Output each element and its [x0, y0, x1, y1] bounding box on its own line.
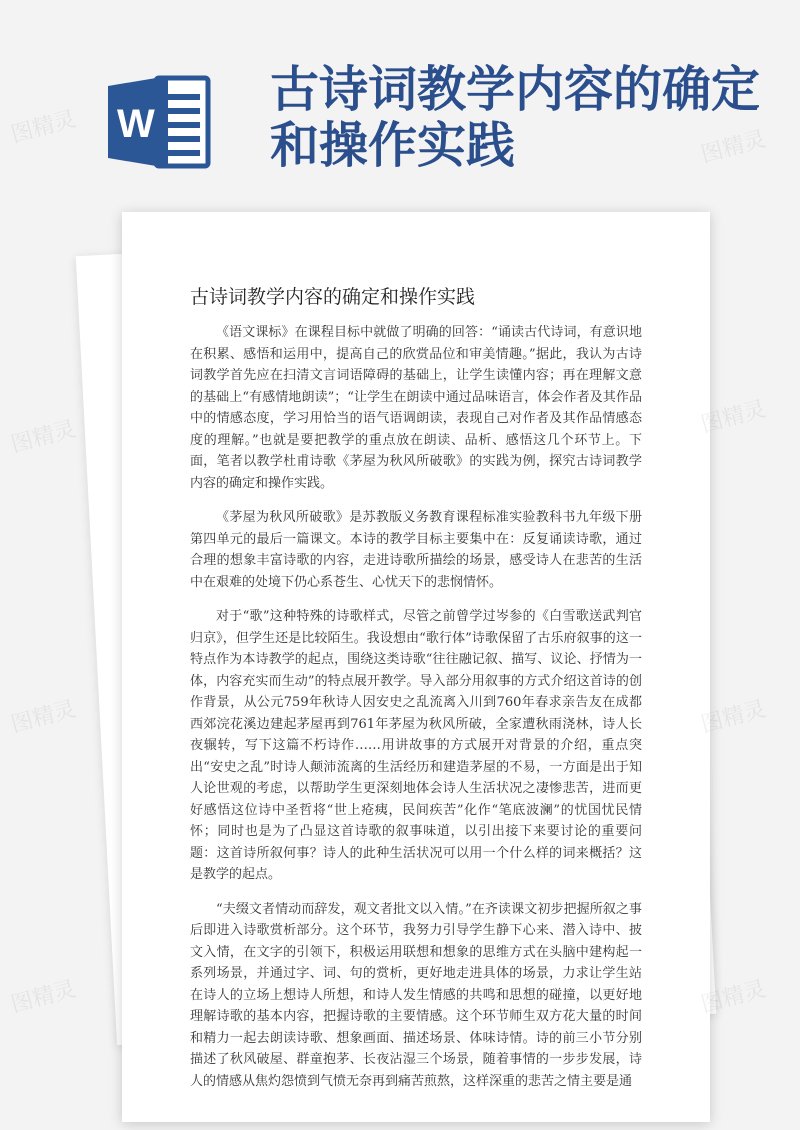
- paragraph-1: 《语文课标》在课程目标中就做了明确的回答：“诵读古代诗词，有意识地在积累、感悟和运用中，提高自己的欣赏品位和审美情趣。”据此，我认为古诗词教学首先应在扫清文言词语障碍的基础上，让学生读懂内容；再在理解文意的基础上“有感情地朗读”；“让学生在朗读中通过品味语言，体会作者及其作品中的情感态度，学习用恰当的语气语调朗读，表现自己对作者及其作品情感态度的理解。”也就是要把教学的重点放在朗读、品析、感悟这几个环节上。下面，笔者以教学杜甫诗歌《茅屋为秋风所破歌》的实践为例，探究古诗词教学内容的确定和操作实践。: [190, 325, 642, 491]
- paragraph-2: 《茅屋为秋风所破歌》是苏教版义务教育课程标准实验教科书九年级下册第四单元的最后一篇课文。本诗的教学目标主要集中在：反复诵读诗歌，通过合理的想象丰富诗歌的内容，走进诗歌所描绘的场景，感受诗人在悲苦的生活中在艰难的处境下仍心系苍生、心忧天下的悲悯情怀。: [190, 510, 642, 590]
- watermark: 图精灵: [8, 976, 79, 1019]
- paragraph-3: 对于“歌”这种特殊的诗歌样式，尽管之前曾学过岑参的《白雪歌送武判官归京》，但学生还是比较陌生。我设想由“歌行体”诗歌保留了古乐府叙事的这一特点作为本诗教学的起点，围绕这类诗歌“往往融记叙、描写、议论、抒情为一体，内容充实而生动”的特点展开教学。导入部分用叙事的方式介绍这首诗的创作背景，从公元759年秋诗人因安史之乱流离入川到760年春求亲告友在成都西郊浣花溪边建起茅屋再到761年茅屋为秋风所破，全家遭秋雨浇林，诗人长夜辗转，写下这篇不朽诗作……用讲故事的方式展开对背景的介绍，重点突出“安史之乱”时诗人颠沛流离的生活经历和建造茅屋的不易，一方面是出于知人论世观的考虑，以帮助学生更深刻地体会诗人生活状况之凄惨悲苦，进而更好感悟这位诗中圣哲将“世上疮痍，民间疾苦”化作“笔底波澜”的忧国忧民情怀；同时也是为了凸显这首诗歌的叙事味道，以引出接下来要讨论的重要问题：这首诗所叙何事？诗人的此种生活状况可以用一个什么样的词来概括？这是教学的起点。: [190, 609, 642, 882]
- watermark: 图精灵: [698, 126, 769, 169]
- watermark: 图精灵: [8, 416, 79, 459]
- word-icon-letter: W: [117, 102, 155, 146]
- header: [0, 0, 800, 200]
- document-title: 古诗词教学内容的确定和操作实践: [190, 286, 476, 308]
- watermark: 图精灵: [8, 106, 79, 149]
- watermark: 图精灵: [698, 396, 769, 439]
- watermark: 图精灵: [8, 696, 79, 739]
- word-document-icon: [104, 72, 216, 172]
- watermark: 图精灵: [698, 696, 769, 739]
- document-page: [122, 212, 710, 1122]
- watermark: 图精灵: [698, 976, 769, 1019]
- page-title: 古诗词教学内容的确定和操作实践: [270, 61, 761, 174]
- document-body: [190, 322, 642, 1105]
- paragraph-4: “夫缀文者情动而辞发，观文者批文以入情。”在齐读课文初步把握所叙之事后即进入诗歌赏析部分。这个环节，我努力引导学生静下心来、潜入诗中、披文入情，在文字的引领下，积极运用联想和想象的思维方式在头脑中建构起一系列场景，并通过字、词、句的赏析，更好地走进具体的场景，力求让学生站在诗人的立场上想诗人所想，和诗人发生情感的共鸣和思想的碰撞，以更好地理解诗歌的基本内容，把握诗歌的主要情感。这个环节师生双方花大量的时间和精力一起去朗读诗歌、想象画面、描述场景、体味诗情。诗的前三小节分别描述了秋风破屋、群童抱茅、长夜沾湿三个场景，随着事情的一步步发展，诗人的情感从焦灼怨愤到气愤无奈再到痛苦煎熬，这样深重的悲苦之情主要是通: [190, 901, 642, 1089]
